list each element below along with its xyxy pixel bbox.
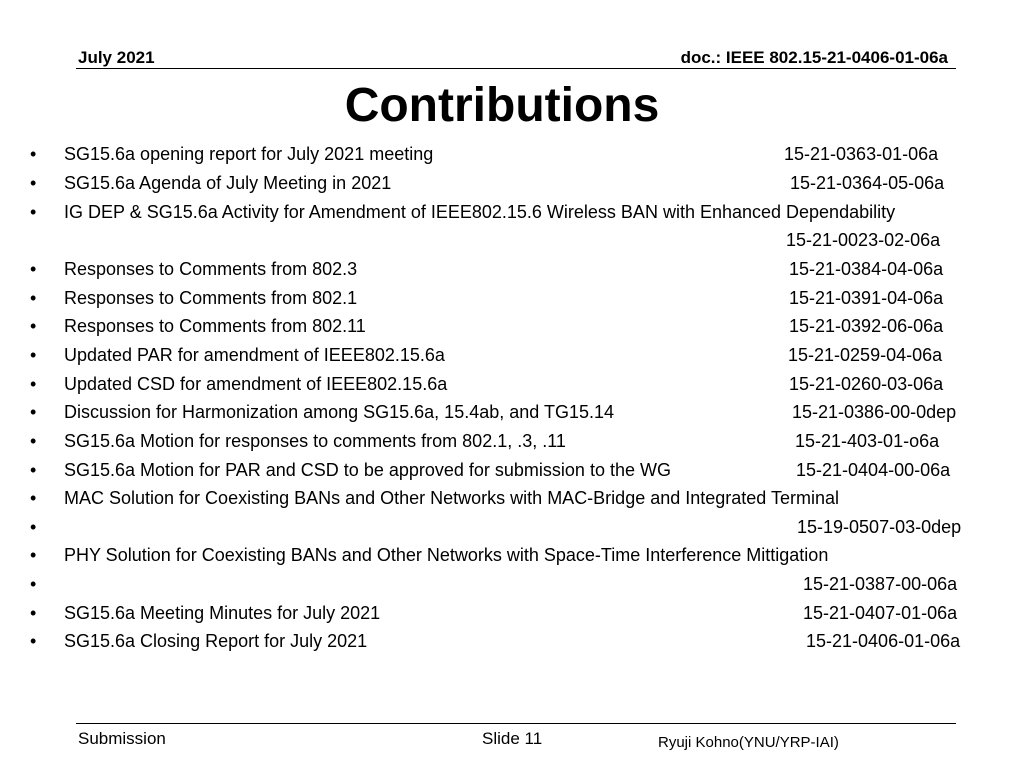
list-item: [0, 513, 1024, 541]
document-number: 15-21-0363-01-06a: [784, 144, 939, 164]
list-item: [0, 456, 1024, 484]
list-item: [0, 541, 1024, 569]
document-number: 15-21-0384-04-06a: [789, 259, 944, 279]
list-item: [0, 341, 1024, 369]
bullet-icon: •: [30, 173, 37, 193]
slide-title: Contributions: [344, 79, 660, 132]
list-item-text: SG15.6a Motion for responses to comments from 802.1, .3, .11: [64, 431, 566, 451]
header-divider: [76, 68, 956, 69]
list-item: [0, 427, 1024, 455]
list-item: [0, 484, 1024, 512]
bullet-icon: •: [30, 288, 37, 308]
footer-slide-number: Slide 11: [482, 729, 543, 748]
footer-submission: Submission: [78, 729, 166, 748]
list-item-text: Discussion for Harmonization among SG15.6a, 15.4ab, and TG15.14: [64, 402, 614, 422]
list-item-text: Responses to Comments from 802.1: [64, 288, 358, 308]
bullet-icon: •: [30, 488, 37, 508]
list-item-text: SG15.6a Motion for PAR and CSD to be approved for submission to the WG: [64, 460, 671, 480]
list-item: [0, 140, 1024, 168]
list-item: [0, 398, 1024, 426]
list-item-text: Updated CSD for amendment of IEEE802.15.6a: [64, 374, 448, 394]
document-number: 15-21-0406-01-06a: [806, 631, 961, 651]
list-item: [0, 226, 1024, 254]
list-item: [0, 284, 1024, 312]
document-number: 15-21-0386-00-0dep: [792, 402, 957, 422]
bullet-icon: •: [30, 603, 37, 623]
document-number: 15-21-0259-04-06a: [788, 345, 943, 365]
bullet-icon: •: [30, 460, 37, 480]
bullet-icon: •: [30, 517, 37, 537]
document-number: 15-21-0391-04-06a: [789, 288, 944, 308]
document-number: 15-21-0364-05-06a: [790, 173, 945, 193]
document-number: 15-21-0392-06-06a: [789, 316, 944, 336]
bullet-icon: •: [30, 144, 37, 164]
list-item-text: PHY Solution for Coexisting BANs and Other Networks with Space-Time Interference Mittigation: [64, 545, 829, 565]
bullet-icon: •: [30, 259, 37, 279]
list-item: [0, 627, 1024, 655]
document-number: 15-21-0404-00-06a: [796, 460, 951, 480]
bullet-icon: •: [30, 316, 37, 336]
footer-divider: [76, 723, 956, 724]
list-item: [0, 599, 1024, 627]
list-item-text: Responses to Comments from 802.11: [64, 316, 366, 336]
bullet-icon: •: [30, 374, 37, 394]
list-item-text: Updated PAR for amendment of IEEE802.15.6a: [64, 345, 445, 365]
list-item: [0, 680, 1024, 708]
list-item-text: IG DEP & SG15.6a Activity for Amendment of IEEE802.15.6 Wireless BAN with Enhanced Dependability: [64, 202, 896, 222]
document-number: 15-19-0507-03-0dep: [797, 517, 962, 537]
bullet-icon: •: [30, 431, 37, 451]
document-number: 15-21-0407-01-06a: [803, 603, 958, 623]
document-number: 15-21-0023-02-06a: [786, 230, 941, 250]
bullet-icon: •: [30, 345, 37, 365]
list-item: [0, 312, 1024, 340]
bullet-icon: •: [30, 631, 37, 651]
bullet-icon: •: [30, 545, 37, 565]
document-number: 15-21-0260-03-06a: [789, 374, 944, 394]
list-item: [0, 169, 1024, 197]
list-item-text: Responses to Comments from 802.3: [64, 259, 358, 279]
document-number: 15-21-0387-00-06a: [803, 574, 958, 594]
list-item: [0, 255, 1024, 283]
bullet-icon: •: [30, 574, 37, 594]
list-item-text: SG15.6a Meeting Minutes for July 2021: [64, 603, 381, 623]
list-item-text: SG15.6a Closing Report for July 2021: [64, 631, 368, 651]
list-item-text: SG15.6a opening report for July 2021 meeting: [64, 144, 434, 164]
list-item-text: MAC Solution for Coexisting BANs and Other Networks with MAC-Bridge and Integrated Terminal: [64, 488, 840, 508]
header-date: July 2021: [78, 48, 155, 67]
list-item: [0, 570, 1024, 598]
bullet-icon: •: [30, 402, 37, 422]
list-item: [0, 370, 1024, 398]
list-item: [0, 198, 1024, 226]
document-number: 15-21-403-01-o6a: [795, 431, 940, 451]
footer-author: Ryuji Kohno(YNU/YRP-IAI): [658, 734, 839, 751]
bullet-icon: •: [30, 202, 37, 222]
list-item-text: SG15.6a Agenda of July Meeting in 2021: [64, 173, 392, 193]
header-doc-id: doc.: IEEE 802.15-21-0406-01-06a: [680, 48, 948, 67]
